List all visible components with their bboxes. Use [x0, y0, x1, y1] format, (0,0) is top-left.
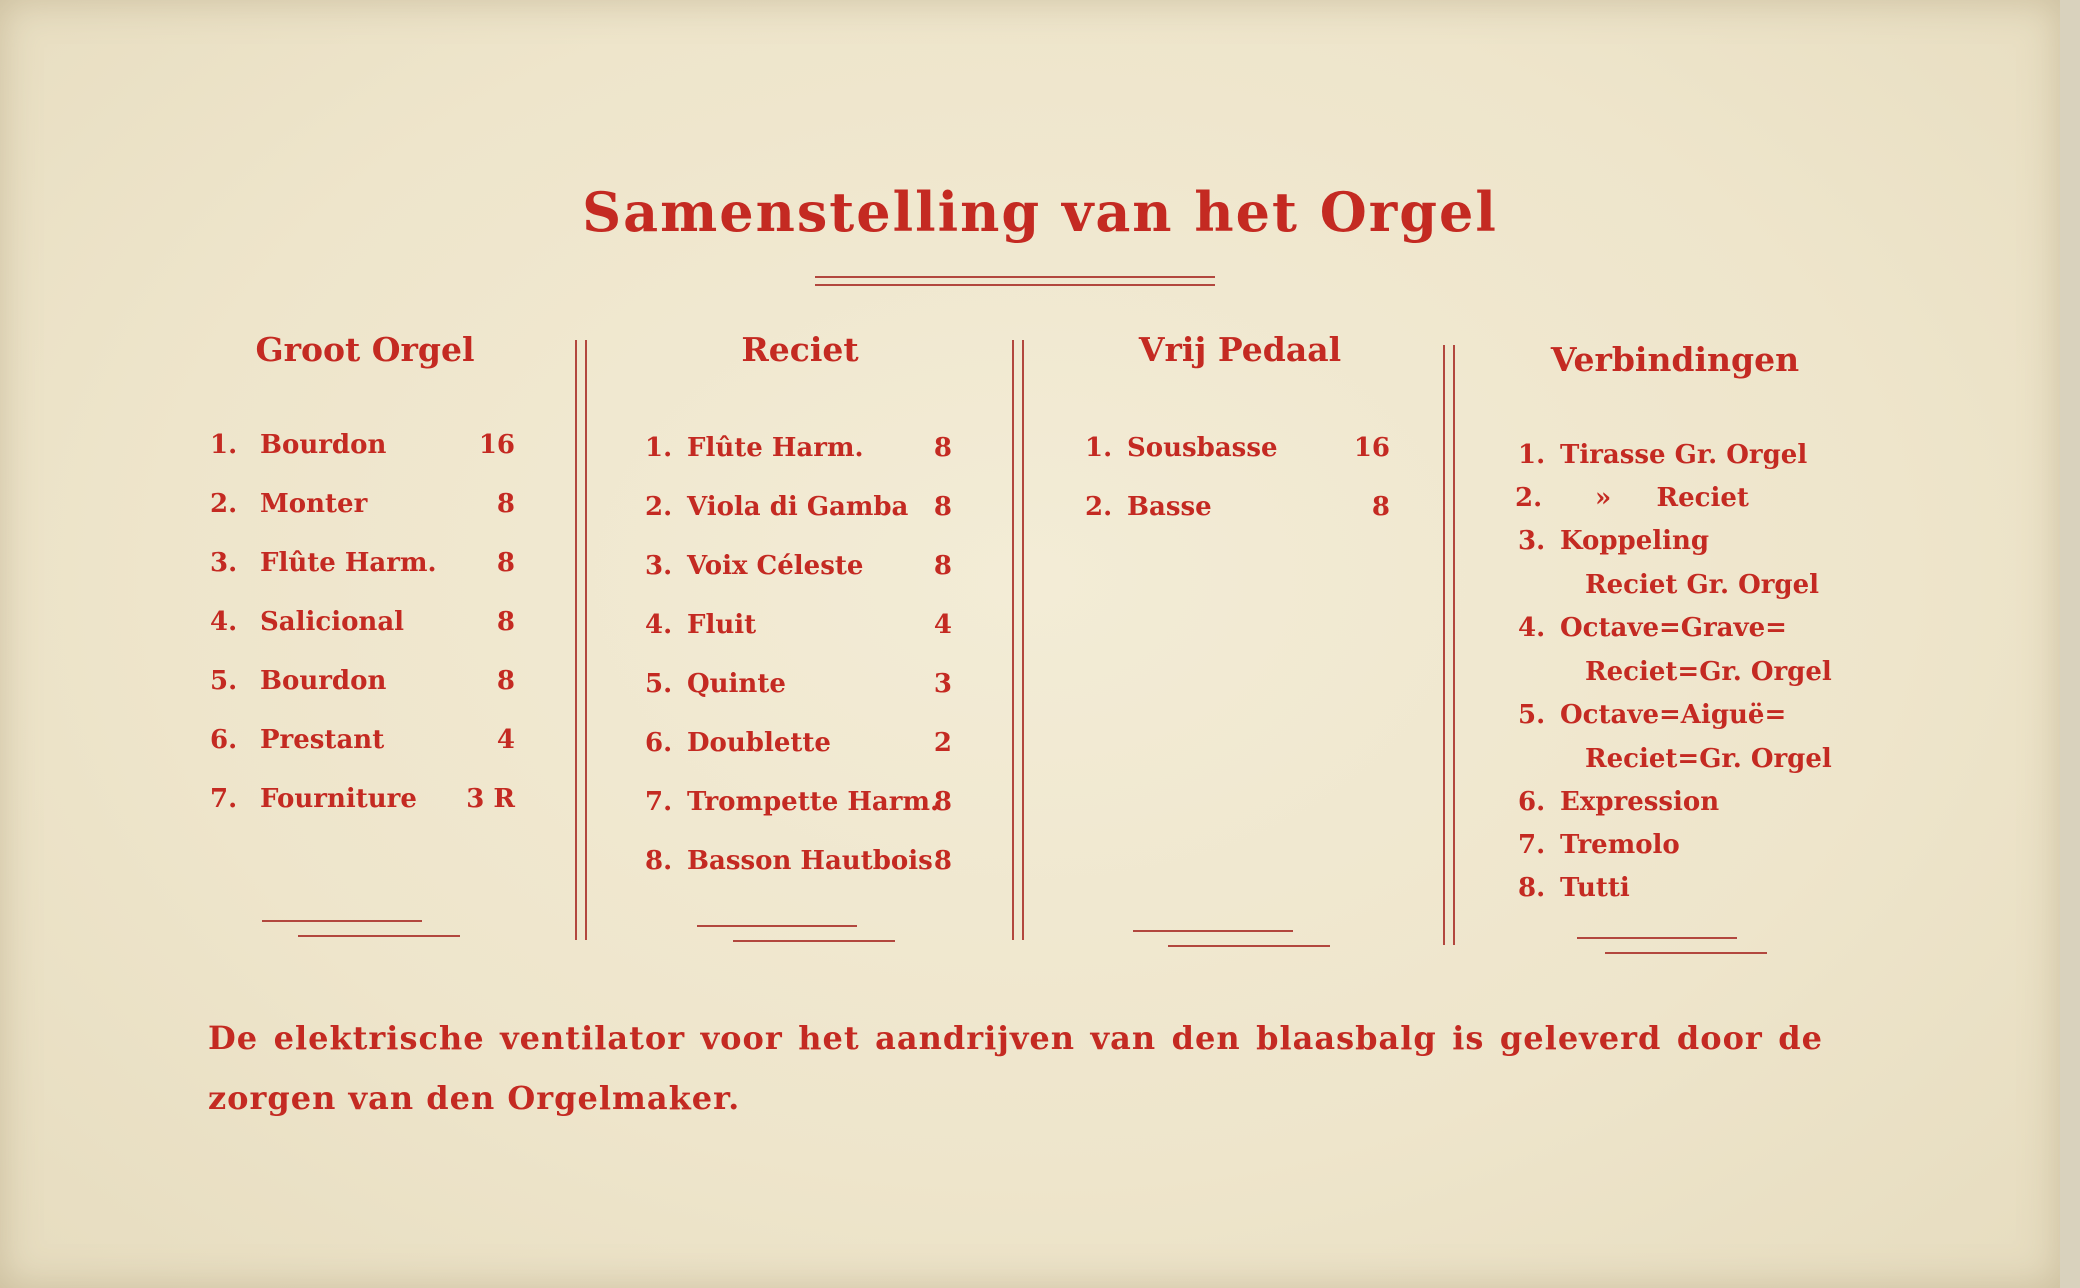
register-item — [645, 846, 965, 880]
page-title: Samenstelling van het Orgel — [582, 180, 1498, 244]
register-size: 4 — [496, 725, 515, 755]
coupler-text: Tirasse Gr. Orgel — [1560, 440, 1808, 470]
end-rule — [733, 940, 895, 942]
register-number: 7. — [645, 787, 673, 817]
register-number: 6. — [645, 728, 673, 758]
register-item — [1085, 433, 1405, 467]
coupler-number: 1. — [1518, 440, 1546, 470]
coupler-text: Reciet=Gr. Orgel — [1585, 657, 1832, 687]
column-heading: Verbindingen — [1550, 340, 1800, 379]
coupler-text: » Reciet — [1595, 483, 1749, 513]
register-name: Sousbasse — [1127, 433, 1278, 463]
register-size: 2 — [933, 728, 952, 758]
end-rule — [1577, 937, 1737, 939]
register-item — [210, 430, 530, 464]
register-name: Flûte Harm. — [260, 548, 437, 578]
coupler-number: 3. — [1518, 526, 1546, 556]
end-rule — [697, 925, 857, 927]
register-size: 8 — [1371, 492, 1390, 522]
register-item — [645, 728, 965, 762]
coupler-number: 8. — [1518, 873, 1546, 903]
register-size: 8 — [933, 787, 952, 817]
register-item — [210, 548, 530, 582]
register-item — [1085, 492, 1405, 526]
register-size: 8 — [933, 492, 952, 522]
end-rule — [1168, 945, 1330, 947]
register-number: 6. — [210, 725, 238, 755]
end-rule — [1133, 930, 1293, 932]
column-divider-right-2 — [1022, 340, 1024, 940]
end-rule — [1605, 952, 1767, 954]
register-name: Flûte Harm. — [687, 433, 864, 463]
coupler-text: Tremolo — [1560, 830, 1680, 860]
coupler-number: 7. — [1518, 830, 1546, 860]
register-item — [210, 666, 530, 700]
register-name: Quinte — [687, 669, 786, 699]
register-number: 2. — [1085, 492, 1113, 522]
register-size: 16 — [478, 430, 515, 460]
coupler-number: 6. — [1518, 787, 1546, 817]
title-rule-bottom — [815, 284, 1215, 286]
register-size: 8 — [933, 846, 952, 876]
register-item — [210, 725, 530, 759]
register-number: 4. — [210, 607, 238, 637]
register-item — [645, 433, 965, 467]
register-size: 3 R — [466, 784, 515, 814]
coupler-text: Tutti — [1560, 873, 1630, 903]
register-number: 5. — [645, 669, 673, 699]
title-rule-top — [815, 276, 1215, 278]
coupler-text: Reciet=Gr. Orgel — [1585, 744, 1832, 774]
register-item — [645, 551, 965, 585]
register-size: 16 — [1353, 433, 1390, 463]
column-divider-left-1 — [575, 340, 577, 940]
coupler-number: 5. — [1518, 700, 1546, 730]
register-name: Voix Céleste — [687, 551, 864, 581]
register-number: 3. — [210, 548, 238, 578]
register-size: 4 — [933, 610, 952, 640]
register-size: 8 — [496, 666, 515, 696]
register-name: Prestant — [260, 725, 385, 755]
register-size: 8 — [933, 433, 952, 463]
register-size: 8 — [496, 607, 515, 637]
register-size: 8 — [496, 548, 515, 578]
column-divider-left-2 — [1012, 340, 1014, 940]
register-name: Doublette — [687, 728, 831, 758]
register-name: Fluit — [687, 610, 757, 640]
register-name: Salicional — [260, 607, 405, 637]
register-item — [210, 607, 530, 641]
register-number: 1. — [645, 433, 673, 463]
register-item — [645, 610, 965, 644]
register-size: 8 — [933, 551, 952, 581]
coupler-number: 4. — [1518, 613, 1546, 643]
register-number: 3. — [645, 551, 673, 581]
column-heading: Vrij Pedaal — [1138, 330, 1342, 369]
register-number: 8. — [645, 846, 673, 876]
register-name: Monter — [260, 489, 368, 519]
register-number: 5. — [210, 666, 238, 696]
register-number: 4. — [645, 610, 673, 640]
column-divider-right-3 — [1453, 345, 1455, 945]
register-name: Fourniture — [260, 784, 417, 814]
register-size: 8 — [496, 489, 515, 519]
column-heading: Reciet — [741, 330, 859, 369]
coupler-text: Octave=Aiguë= — [1560, 700, 1787, 730]
register-name: Trompette Harm. — [687, 787, 940, 817]
register-name: Basson Hautbois — [687, 846, 933, 876]
register-number: 2. — [645, 492, 673, 522]
coupler-text: Octave=Grave= — [1560, 613, 1787, 643]
register-name: Viola di Gamba — [687, 492, 909, 522]
register-item — [210, 489, 530, 523]
register-item — [645, 669, 965, 703]
register-number: 1. — [210, 430, 238, 460]
register-name: Bourdon — [260, 430, 387, 460]
column-divider-right-1 — [585, 340, 587, 940]
end-rule — [262, 920, 422, 922]
register-name: Bourdon — [260, 666, 387, 696]
register-number: 1. — [1085, 433, 1113, 463]
coupler-text: Reciet Gr. Orgel — [1585, 570, 1820, 600]
register-item — [645, 492, 965, 526]
register-number: 7. — [210, 784, 238, 814]
footer-note: De elektrische ventilator voor het aandrijven van den blaasbalg is geleverd door de zorgen van den Orgelmaker. — [208, 1019, 1823, 1117]
register-size: 3 — [933, 669, 952, 699]
end-rule — [298, 935, 460, 937]
column-heading: Groot Orgel — [255, 330, 475, 369]
coupler-text: Expression — [1560, 787, 1720, 817]
register-item — [210, 784, 530, 818]
coupler-text: Koppeling — [1560, 526, 1710, 556]
register-name: Basse — [1127, 492, 1212, 522]
column-divider-left-3 — [1443, 345, 1445, 945]
register-number: 2. — [210, 489, 238, 519]
register-item — [645, 787, 965, 821]
coupler-number: 2. — [1515, 483, 1543, 513]
